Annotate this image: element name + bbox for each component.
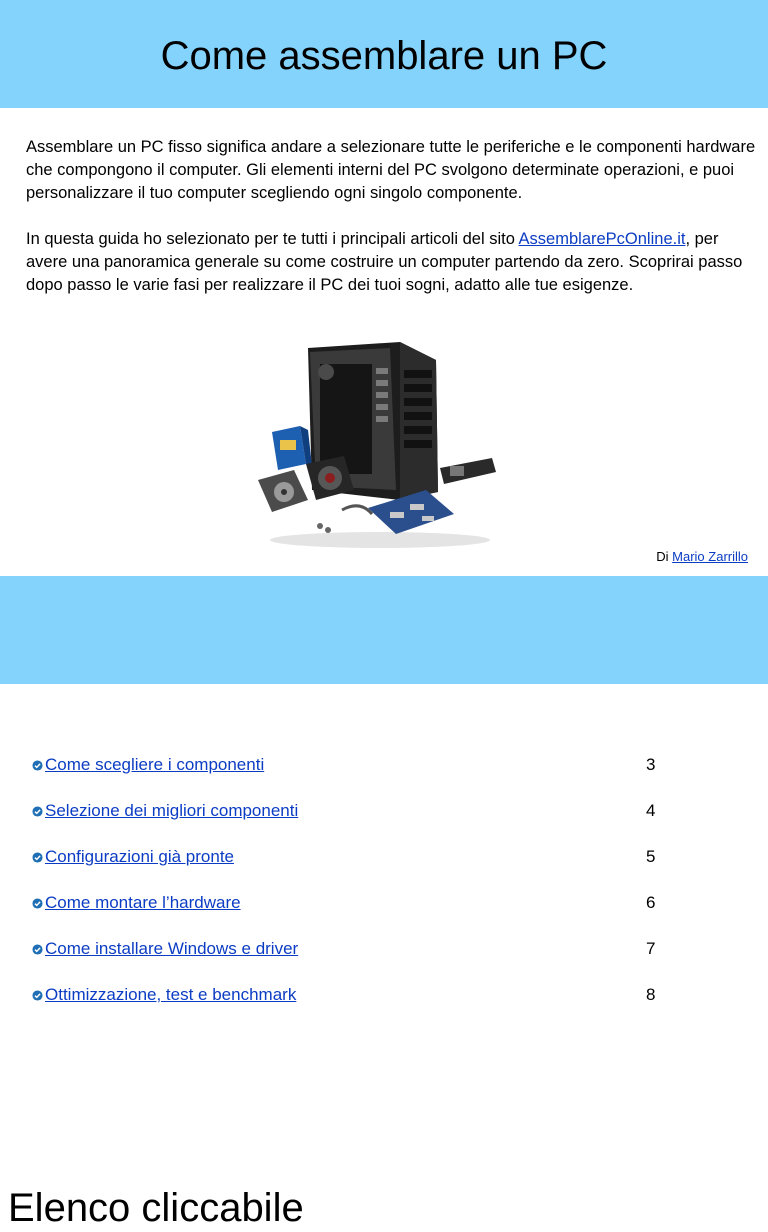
check-circle-icon bbox=[32, 760, 43, 771]
author-credit bbox=[656, 548, 748, 566]
list-item-link[interactable]: Come montare l’hardware bbox=[45, 893, 241, 912]
list-item[interactable] bbox=[32, 798, 732, 844]
pc-components-image bbox=[250, 340, 500, 550]
intro-paragraph-2-end: , per avere una panoramica generale su come costruire un computer partendo da zero. Scoprirai passo dopo passo le varie fasi per realizzare il PC dei tuoi sogni, adatto alle tue esigenze. bbox=[26, 230, 743, 294]
check-circle-icon bbox=[32, 852, 43, 863]
list-item[interactable] bbox=[32, 752, 732, 798]
title-banner bbox=[0, 0, 768, 108]
page-number: 6 bbox=[646, 893, 656, 912]
page-number: 7 bbox=[646, 939, 656, 958]
list-item[interactable] bbox=[32, 982, 732, 1028]
page-number: 5 bbox=[646, 847, 656, 866]
intro-paragraph-2-start: In questa guida ho selezionato per te tutti i principali articoli del sito bbox=[26, 230, 519, 248]
site-link[interactable]: AssemblarePcOnline.it bbox=[518, 230, 686, 248]
check-circle-icon bbox=[32, 898, 43, 909]
intro-paragraph-2 bbox=[26, 228, 756, 297]
list-item-link[interactable]: Configurazioni già pronte bbox=[45, 847, 235, 866]
list-item[interactable] bbox=[32, 890, 732, 936]
credit-prefix: Di bbox=[656, 549, 673, 564]
list-item-link[interactable]: Selezione dei migliori componenti bbox=[45, 801, 299, 820]
list-item-link[interactable]: Ottimizzazione, test e benchmark bbox=[45, 985, 297, 1004]
list-item[interactable] bbox=[32, 844, 732, 890]
intro-paragraph-1: Assemblare un PC fisso significa andare a selezionare tutte le periferiche e le componenti hardware che compongono il computer. Gli elementi interni del PC svolgono determinate operazioni, e puoi personalizzare il tuo computer scegliendo ogni singolo componente. bbox=[26, 138, 756, 202]
check-circle-icon bbox=[32, 944, 43, 955]
list-item[interactable] bbox=[32, 936, 732, 982]
page-number: 8 bbox=[646, 985, 656, 1004]
page-number: 3 bbox=[646, 755, 656, 774]
clickable-list bbox=[32, 752, 732, 1028]
list-title: Elenco cliccabile bbox=[8, 1186, 304, 1230]
list-item-link[interactable]: Come installare Windows e driver bbox=[45, 939, 299, 958]
intro-text bbox=[26, 136, 756, 320]
page-number: 4 bbox=[646, 801, 656, 820]
list-item-link[interactable]: Come scegliere i componenti bbox=[45, 755, 265, 774]
author-link[interactable]: Mario Zarrillo bbox=[672, 549, 748, 564]
page-title: Come assemblare un PC bbox=[160, 34, 608, 78]
check-circle-icon bbox=[32, 990, 43, 1001]
check-circle-icon bbox=[32, 806, 43, 817]
